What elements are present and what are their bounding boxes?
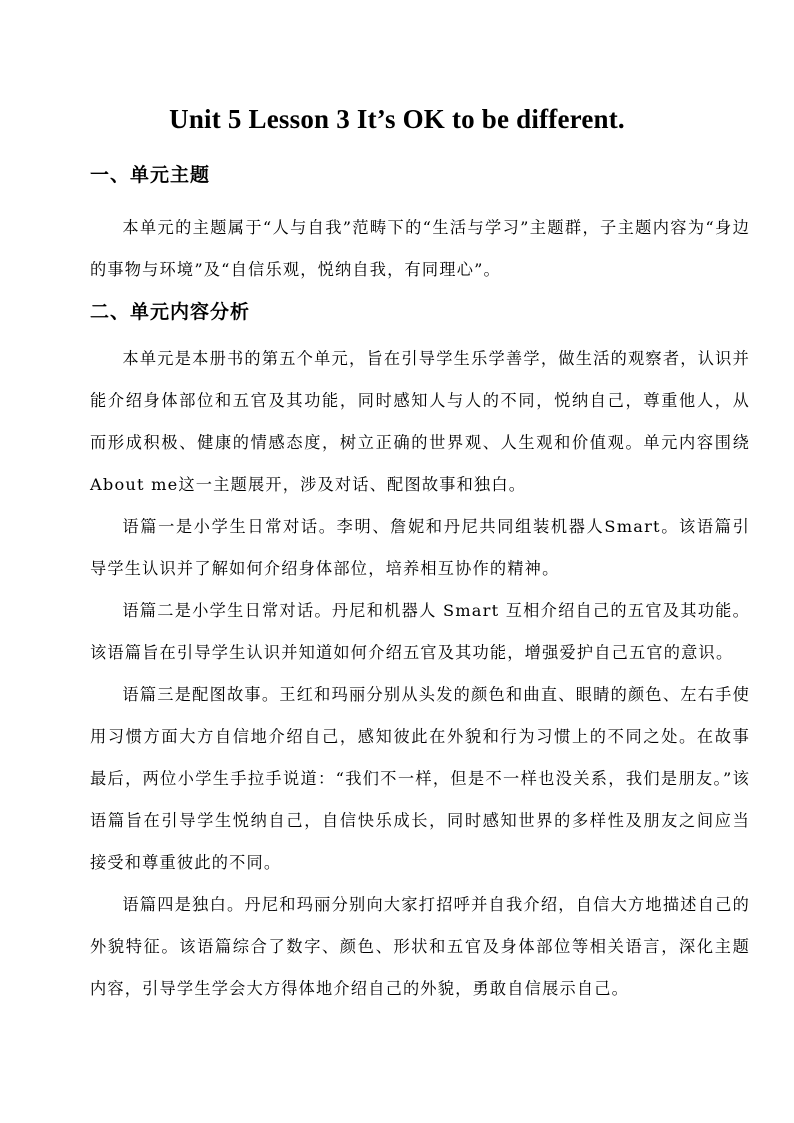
paragraph: 语篇三是配图故事。王红和玛丽分别从头发的颜色和曲直、眼睛的颜色、左右手使用习惯方面大方自信地介绍自己，感知彼此在外貌和行为习惯上的不同之处。在故事最后，两位小学生手拉手说道：“我们不一样，但是不一样也没关系，我们是朋友。”该语篇旨在引导学生悦纳自己，自信快乐成长，同时感知世界的多样性及朋友之间应当接受和尊重彼此的不同。 <box>90 685 750 872</box>
paragraph: 本单元是本册书的第五个单元，旨在引导学生乐学善学，做生活的观察者，认识并能介绍身体部位和五官及其功能，同时感知人与人的不同，悦纳自己，尊重他人，从而形成积极、健康的情感态度，树立正确的世界观、人生观和价值观。单元内容围绕About me这一主题展开，涉及对话、配图故事和独白。 <box>90 349 750 494</box>
paragraph: 语篇一是小学生日常对话。李明、詹妮和丹尼共同组装机器人Smart。该语篇引导学生认识并了解如何介绍身体部位，培养相互协作的精神。 <box>90 517 750 578</box>
paragraph: 本单元的主题属于“人与自我”范畴下的“生活与学习”主题群，子主题内容为“身边的事物与环境”及“自信乐观，悦纳自我，有同理心”。 <box>90 218 750 279</box>
section-heading-content-analysis: 二、单元内容分析 <box>90 301 251 323</box>
paragraph: 语篇四是独白。丹尼和玛丽分别向大家打招呼并自我介绍，自信大方地描述自己的外貌特征。该语篇综合了数字、颜色、形状和五官及身体部位等相关语言，深化主题内容，引导学生学会大方得体地介绍自己的外貌，勇敢自信展示自己。 <box>90 895 750 998</box>
document-title: Unit 5 Lesson 3 It’s OK to be different. <box>169 104 625 134</box>
section-body-content-analysis <box>90 338 750 1010</box>
paragraph: 语篇二是小学生日常对话。丹尼和机器人 Smart 互相介绍自己的五官及其功能。该语篇旨在引导学生认识并知道如何介绍五官及其功能，增强爱护自己五官的意识。 <box>90 601 750 662</box>
section-body-unit-theme <box>90 207 750 291</box>
section-heading-unit-theme: 一、单元主题 <box>90 164 211 186</box>
